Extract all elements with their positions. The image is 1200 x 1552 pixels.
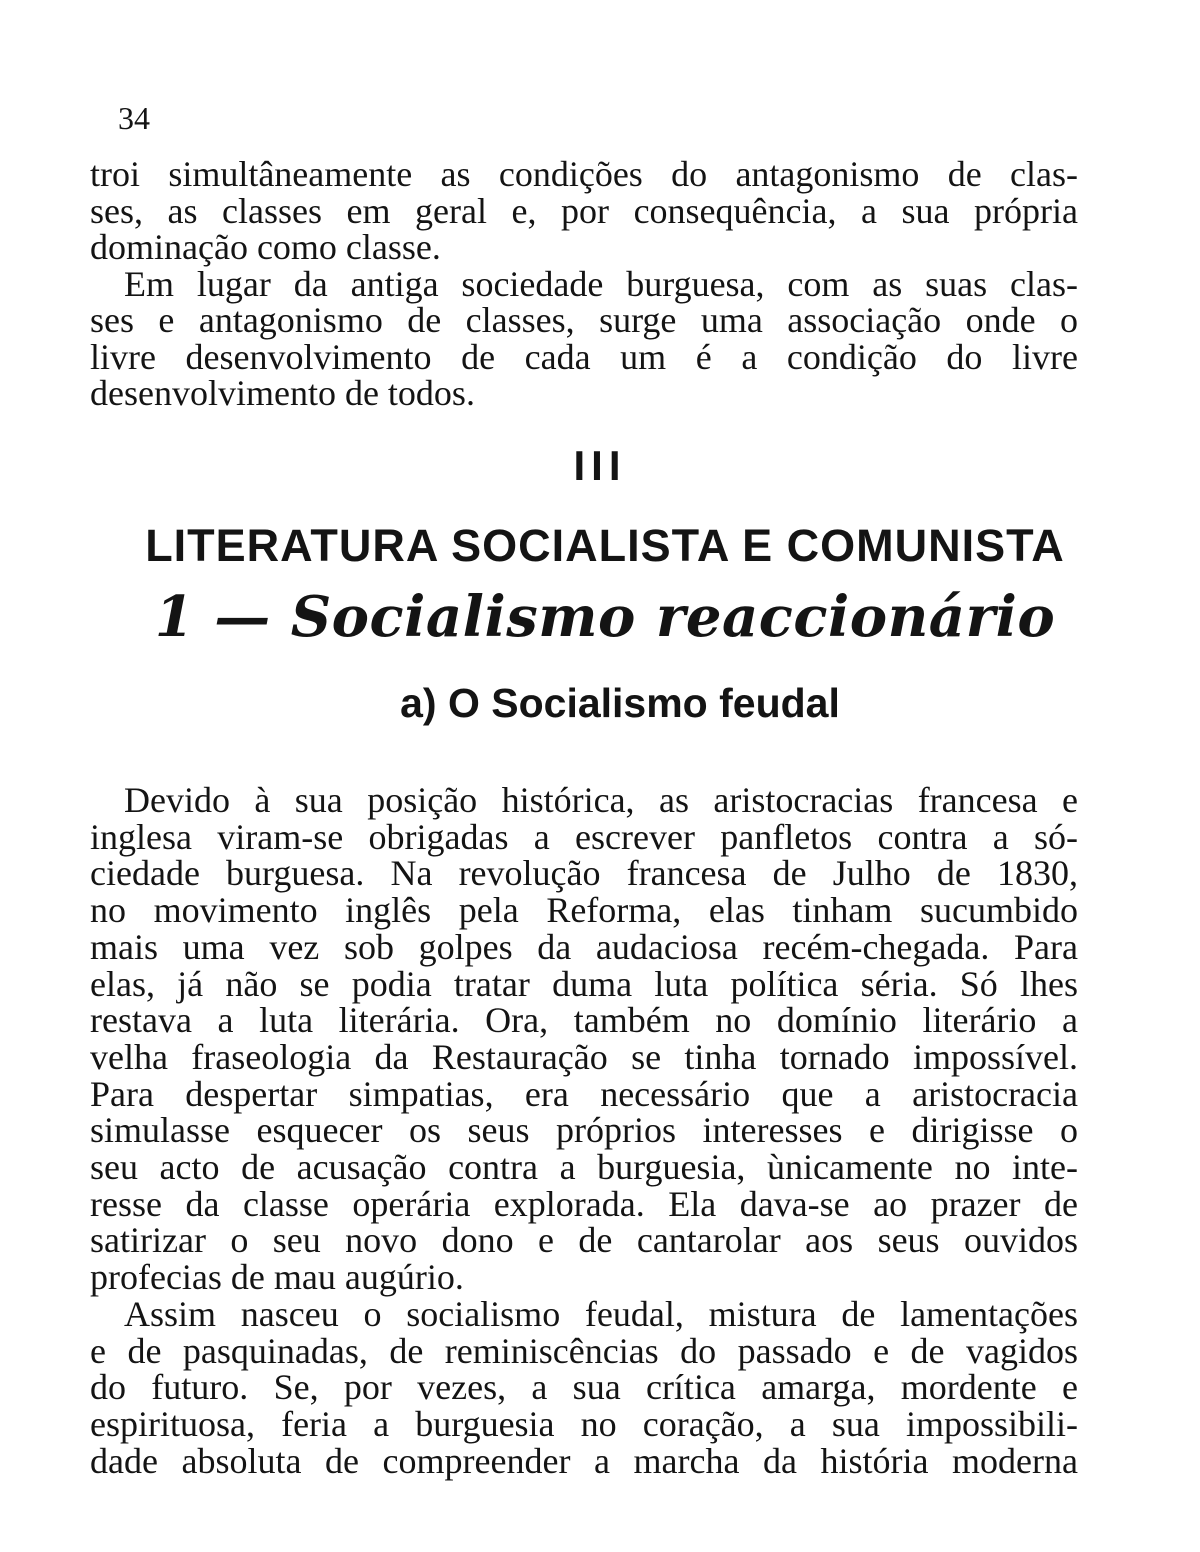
text-line: mais uma vez sob golpes da audaciosa recém-chegada. Para [90,926,1078,967]
text-line: velha fraseologia da Restauração se tinha tornado impossível. [90,1036,1078,1077]
text-line: Em lugar da antiga sociedade burguesa, com as suas clas- [124,263,1078,304]
text-line: ses, as classes em geral e, por consequência, a sua própria [90,190,1078,231]
paragraph [90,1293,1078,1481]
continued-text-block [90,156,1078,412]
subsection-title: a) O Socialismo feudal [400,680,840,726]
text-line: ses e antagonismo de classes, surge uma associação onde o [90,300,1078,340]
part-number: III [573,442,627,489]
chapter-title: LITERATURA SOCIALISTA E COMUNISTA [145,520,1065,571]
text-line: simulasse esquecer os seus próprios interesses e dirigisse o [90,1110,1078,1151]
text-line: profecias de mau augúrio. [90,1257,464,1298]
text-line: do futuro. Se, por vezes, a sua crítica amarga, mordente e [90,1367,1078,1408]
paragraph [90,782,1078,1296]
text-line: ciedade burguesa. Na revolução francesa de Julho de 1830, [90,853,1078,894]
text-line: resse da classe operária explorada. Ela dava-se ao prazer de [90,1183,1078,1224]
text-line: no movimento inglês pela Reforma, elas tinham sucumbido [90,890,1078,931]
text-line: Para despertar simpatias, era necessário que a aristocracia [90,1073,1078,1114]
paragraph [90,156,1078,266]
section-title: 1 — Socialismo reaccionário [154,584,1056,650]
feudal-socialism-text-block [90,782,1078,1479]
paragraph [90,263,1078,413]
text-line: Devido à sua posição histórica, as aristocracias francesa e [124,780,1078,820]
text-line: satirizar o seu novo dono e de cantarolar aos seus ouvidos [90,1220,1078,1261]
text-line: Assim nasceu o socialismo feudal, mistura de lamentações [124,1293,1078,1334]
text-line: seu acto de acusação contra a burguesia, ùnicamente no inte- [90,1147,1078,1188]
text-line: elas, já não se podia tratar duma luta política séria. Só lhes [90,963,1078,1004]
text-line: troi simultâneamente as condições do antagonismo de clas- [90,154,1078,194]
text-line: e de pasquinadas, de reminiscências do passado e de vagidos [90,1330,1078,1371]
text-line: inglesa viram-se obrigadas a escrever panfletos contra a só- [90,816,1078,857]
text-line: livre desenvolvimento de cada um é a condição do livre [90,336,1078,377]
text-line: restava a luta literária. Ora, também no domínio literário a [90,1000,1078,1041]
text-line: desenvolvimento de todos. [90,373,475,413]
text-line: dade absoluta de compreender a marcha da história moderna [90,1440,1078,1481]
page-number: 34 [118,100,150,136]
text-line: dominação como classe. [90,227,441,267]
text-line: espirituosa, feria a burguesia no coração, a sua impossibili- [90,1403,1078,1444]
